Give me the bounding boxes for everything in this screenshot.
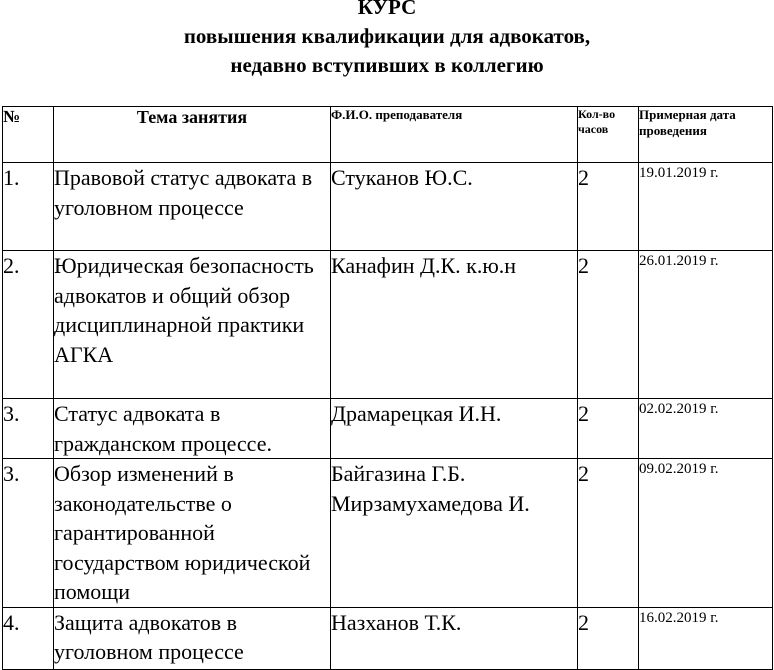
row-hours: 2 (578, 607, 639, 669)
table-row (3, 399, 773, 459)
title-line-3: недавно вступивших в коллегию (230, 53, 544, 77)
row-number: 3. (3, 399, 54, 459)
row-date: 19.01.2019 г. (639, 163, 773, 251)
row-date: 16.02.2019 г. (639, 607, 773, 669)
header-date: Примерная дата проведения (639, 107, 773, 163)
header-number: № (3, 107, 54, 163)
header-teacher: Ф.И.О. преподавателя (331, 107, 578, 163)
row-date: 26.01.2019 г. (639, 251, 773, 399)
table-row (3, 459, 773, 608)
row-topic: Статус адвоката в гражданском процессе. (54, 399, 331, 459)
document-title (0, 0, 774, 80)
row-hours: 2 (578, 459, 639, 608)
row-topic: Защита адвокатов в уголовном процессе (54, 607, 331, 669)
row-teacher: Канафин Д.К. к.ю.н (331, 251, 578, 399)
row-hours: 2 (578, 399, 639, 459)
row-hours: 2 (578, 251, 639, 399)
row-teacher: Стуканов Ю.С. (331, 163, 578, 251)
table-row (3, 163, 773, 251)
row-date: 02.02.2019 г. (639, 399, 773, 459)
header-topic: Тема занятия (54, 107, 331, 163)
row-hours: 2 (578, 163, 639, 251)
row-date: 09.02.2019 г. (639, 459, 773, 608)
table-header-row (3, 107, 773, 163)
row-number: 3. (3, 459, 54, 608)
row-number: 1. (3, 163, 54, 251)
row-teacher: Драмарецкая И.Н. (331, 399, 578, 459)
row-topic: Обзор изменений в законодательстве о гарантированной государством юридической помощи (54, 459, 331, 608)
table-row (3, 251, 773, 399)
row-teacher: Назханов Т.К. (331, 607, 578, 669)
row-topic: Правовой статус адвоката в уголовном процессе (54, 163, 331, 251)
header-hours: Кол-во часов (578, 107, 639, 163)
table-row (3, 607, 773, 669)
row-topic: Юридическая безопасность адвокатов и общий обзор дисциплинарной практики АГКА (54, 251, 331, 399)
course-schedule-table (2, 106, 773, 670)
row-number: 2. (3, 251, 54, 399)
title-line-2: повышения квалификации для адвокатов, (183, 24, 591, 48)
row-number: 4. (3, 607, 54, 669)
title-line-1: КУРС (357, 0, 417, 19)
row-teacher: Байгазина Г.Б. Мирзамухамедова И. (331, 459, 578, 608)
